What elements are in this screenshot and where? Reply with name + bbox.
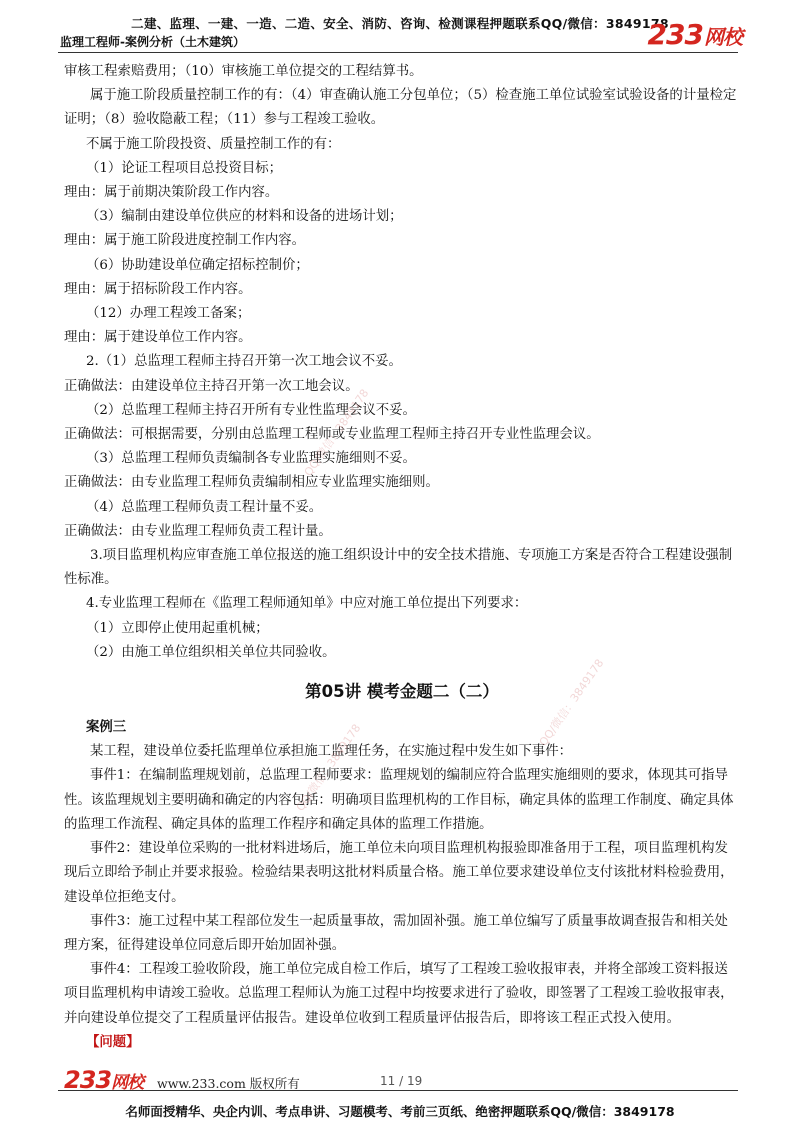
answer-item: （4）总监理工程师负责工程计量不妥。	[86, 499, 323, 515]
question-label: 【问题】	[86, 1034, 140, 1050]
correct-method: 正确做法：由专业监理工程师负责工程计量。	[64, 523, 332, 539]
paragraph: 4.专业监理工程师在《监理工程师通知单》中应对施工单位提出下列要求：	[86, 596, 528, 612]
answer-item: （2）总监理工程师主持召开所有专业性监理会议不妥。	[86, 402, 416, 418]
header-divider	[58, 52, 738, 53]
footer-banner: 名师面授精华、央企内训、考点串讲、习题模考、考前三页纸、绝密押题联系QQ/微信：3849178	[125, 1104, 675, 1119]
list-item: （3）编制由建设单位供应的材料和设备的进场计划；	[86, 209, 403, 225]
document-title: 监理工程师-案例分析（土木建筑）	[60, 35, 245, 49]
correct-method: 正确做法：由建设单位主持召开第一次工地会议。	[64, 378, 359, 394]
brand-logo	[648, 18, 742, 51]
answer-item: （3）总监理工程师负责编制各专业监理实施细则不妥。	[86, 451, 416, 467]
page-content	[64, 60, 740, 1055]
correct-method: 正确做法：由专业监理工程师负责编制相应专业监理实施细则。	[64, 475, 439, 491]
paragraph: 属于施工阶段质量控制工作的有：（4）审查确认施工分包单位；（5）检查施工单位试验室试验设备的计量检定证明；（8）验收隐蔽工程；（11）参与工程竣工验收。	[64, 88, 737, 128]
footer-logo-number: 233	[64, 1066, 112, 1094]
watermark: QQ/微信：3849178	[293, 721, 364, 814]
list-item: （2）由施工单位组织相关单位共同验收。	[86, 644, 336, 660]
paragraph: 某工程，建设单位委托监理单位承担施工监理任务，在实施过程中发生如下事件：	[90, 744, 573, 760]
list-item: （1）论证工程项目总投资目标；	[86, 160, 282, 176]
reason-line: 理由：属于招标阶段工作内容。	[64, 281, 252, 297]
header-banner: 二建、监理、一建、一造、二造、安全、消防、咨询、检测课程押题联系QQ/微信：3849178	[131, 16, 669, 31]
page-number: 11 / 19	[380, 1074, 423, 1088]
logo-text: 网校	[704, 25, 742, 49]
correct-method: 正确做法：可根据需要，分别由总监理工程师或专业监理工程师主持召开专业性监理会议。	[64, 427, 600, 443]
event-paragraph: 事件3：施工过程中某工程部位发生一起质量事故，需加固补强。施工单位编写了质量事故调查报告和相关处理方案，征得建设单位同意后即开始加固补强。	[64, 913, 728, 953]
watermark: QQ/微信：3849178	[536, 656, 607, 749]
event-paragraph: 事件2：建设单位采购的一批材料进场后，施工单位未向项目监理机构报验即准备用于工程，项目监理机构发现后立即给予制止并要求报验。检验结果表明这批材料质量合格。施工单位要求建设单位支付该批材料检验费用，建设单位拒绝支付。	[64, 841, 734, 905]
section-heading: 第05讲 模考金题二（二）	[305, 682, 499, 702]
footer-logo-text: 网校	[111, 1073, 144, 1093]
paragraph: 3.项目监理机构应审查施工单位报送的施工组织设计中的安全技术措施、专项施工方案是否符合工程建设强制性标准。	[64, 548, 733, 588]
answer-item: 2.（1）总监理工程师主持召开第一次工地会议不妥。	[86, 354, 402, 370]
reason-line: 理由：属于施工阶段进度控制工作内容。	[64, 233, 306, 249]
case-title: 案例三	[86, 720, 127, 736]
list-item: （1）立即停止使用起重机械；	[86, 620, 269, 636]
reason-line: 理由：属于建设单位工作内容。	[64, 330, 252, 346]
paragraph: 审核工程索赔费用；（10）审核施工单位提交的工程结算书。	[64, 64, 423, 79]
event-paragraph: 事件4：工程竣工验收阶段，施工单位完成自检工作后，填写了工程竣工验收报审表，并将全部竣工资料报送项目监理机构申请竣工验收。总监理工程师认为施工过程中均按要求进行了验收，即签署了工程竣工验收报审表，并向建设单位提交了工程质量评估报告。建设单位收到工程质量评估报告后，即将该工程正式投入使用。	[64, 962, 734, 1026]
list-item: （12）办理工程竣工备案；	[86, 306, 251, 322]
reason-line: 理由：属于前期决策阶段工作内容。	[64, 185, 279, 201]
watermark: QQ/微信：3849178	[301, 386, 372, 479]
event-paragraph: 事件1：在编制监理规划前，总监理工程师要求：监理规划的编制应符合监理实施细则的要求，体现其可指导性。该监理规划主要明确和确定的内容包括：明确项目监理机构的工作目标，确定具体的监理工作制度、确定具体的监理工作流程、确定具体的监理工作程序和确定具体的监理工作措施。	[64, 768, 734, 832]
list-item: （6）协助建设单位确定招标控制价；	[86, 257, 309, 273]
paragraph: 不属于施工阶段投资、质量控制工作的有：	[86, 136, 341, 152]
footer-divider	[58, 1090, 738, 1091]
logo-number: 233	[647, 18, 703, 51]
footer-site: www.233.com 版权所有	[157, 1076, 300, 1091]
